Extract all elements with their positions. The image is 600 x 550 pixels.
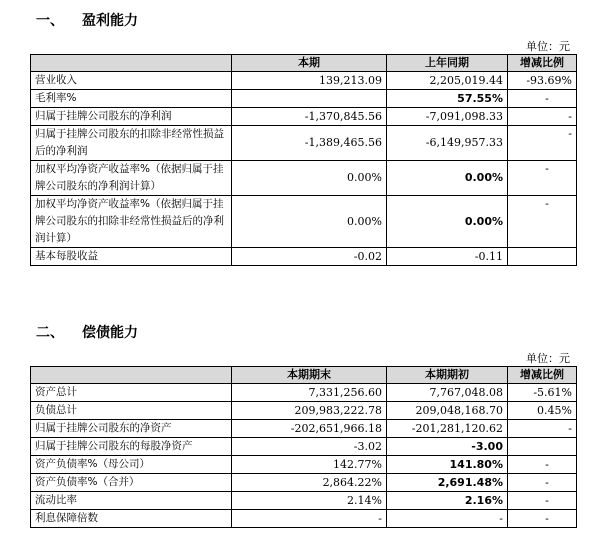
table-row: [31, 161, 577, 196]
table-row: [31, 438, 577, 456]
cell-current: 7,331,256.60: [232, 384, 387, 402]
cell-change: [508, 248, 577, 266]
cell-current: -1,389,465.56: [232, 126, 387, 161]
row-label: 资产总计: [31, 384, 232, 402]
cell-change-text: -: [545, 197, 549, 210]
table-row: [31, 248, 577, 266]
cell-change: [508, 456, 577, 474]
cell-change-text: -: [545, 162, 549, 175]
table-row: [31, 456, 577, 474]
table-row: [31, 420, 577, 438]
cell-previous: -3.00: [387, 438, 508, 456]
cell-change: -93.69%: [508, 72, 577, 90]
header-previous: 本期期初: [387, 367, 508, 384]
row-label: 归属于挂牌公司股东的每股净资产: [31, 438, 232, 456]
table-row: [31, 510, 577, 528]
header-change: 增减比例: [508, 367, 577, 384]
cell-previous: 0.00%: [387, 196, 508, 248]
cell-change: [508, 90, 577, 108]
cell-current: -: [232, 510, 387, 528]
row-label: 基本每股收益: [31, 248, 232, 266]
cell-change: -: [508, 108, 577, 126]
row-label: 加权平均净资产收益率%（依据归属于挂牌公司股东的净利润计算）: [31, 161, 232, 196]
row-label: 利息保障倍数: [31, 510, 232, 528]
header-item: [31, 55, 232, 72]
cell-change-text: -: [545, 475, 549, 489]
header-item: [31, 367, 232, 384]
cell-current: 2,864.22%: [232, 474, 387, 492]
cell-change: [508, 492, 577, 510]
cell-change: -5.61%: [508, 384, 577, 402]
header-current: 本期: [232, 55, 387, 72]
row-label: 归属于挂牌公司股东的净利润: [31, 108, 232, 126]
cell-previous: -6,149,957.33: [387, 126, 508, 161]
cell-current: -1,370,845.56: [232, 108, 387, 126]
cell-current: 209,983,222.78: [232, 402, 387, 420]
cell-change: [508, 510, 577, 528]
cell-change-text: -: [545, 91, 549, 105]
cell-previous: 0.00%: [387, 161, 508, 196]
unit-label: 单位：元: [526, 40, 570, 53]
cell-change: [508, 438, 577, 456]
cell-previous: 209,048,168.70: [387, 402, 508, 420]
cell-change-text: -: [545, 493, 549, 507]
section-heading: 盈利能力: [82, 13, 138, 29]
cell-change-text: -: [545, 457, 549, 471]
cell-change: -: [508, 126, 577, 161]
row-label: 负债总计: [31, 402, 232, 420]
table-header-row: [31, 367, 577, 384]
section-heading: 偿债能力: [82, 325, 138, 341]
table-header-row: [31, 55, 577, 72]
cell-current: 142.77%: [232, 456, 387, 474]
table-row: [31, 196, 577, 248]
table-row: [31, 384, 577, 402]
cell-change: [508, 161, 577, 196]
row-label: 归属于挂牌公司股东的净资产: [31, 420, 232, 438]
cell-previous: -7,091,098.33: [387, 108, 508, 126]
section-title-profitability: [36, 10, 138, 30]
cell-previous: -201,281,120.62: [387, 420, 508, 438]
header-previous: 上年同期: [387, 55, 508, 72]
table-row: [31, 108, 577, 126]
row-label: 毛利率%: [31, 90, 232, 108]
table-row: [31, 72, 577, 90]
row-label: 流动比率: [31, 492, 232, 510]
table-row: [31, 90, 577, 108]
cell-previous: 57.55%: [387, 90, 508, 108]
section-number: 二、: [36, 325, 64, 341]
cell-previous: 7,767,048.08: [387, 384, 508, 402]
cell-current: 0.00%: [232, 196, 387, 248]
cell-current: -0.02: [232, 248, 387, 266]
cell-change: -: [508, 420, 577, 438]
cell-current: [232, 90, 387, 108]
header-current: 本期期末: [232, 367, 387, 384]
header-change: 增减比例: [508, 55, 577, 72]
section-number: 一、: [36, 13, 64, 29]
profitability-table: [30, 54, 577, 266]
cell-change: [508, 474, 577, 492]
table-row: [31, 492, 577, 510]
row-label: 资产负债率%（母公司）: [31, 456, 232, 474]
table-row: [31, 474, 577, 492]
cell-change-text: -: [545, 511, 549, 525]
cell-current: 0.00%: [232, 161, 387, 196]
cell-current: -202,651,966.18: [232, 420, 387, 438]
row-label: 归属于挂牌公司股东的扣除非经常性损益后的净利润: [31, 126, 232, 161]
solvency-table: [30, 366, 577, 528]
cell-previous: 141.80%: [387, 456, 508, 474]
cell-previous: -0.11: [387, 248, 508, 266]
row-label: 营业收入: [31, 72, 232, 90]
cell-change: 0.45%: [508, 402, 577, 420]
cell-previous: 2,205,019.44: [387, 72, 508, 90]
cell-previous: -: [387, 510, 508, 528]
cell-change: [508, 196, 577, 248]
unit-label: 单位：元: [526, 352, 570, 365]
cell-current: 2.14%: [232, 492, 387, 510]
row-label: 资产负债率%（合并）: [31, 474, 232, 492]
row-label: 加权平均净资产收益率%（依据归属于挂牌公司股东的扣除非经常性损益后的净利润计算）: [31, 196, 232, 248]
section-title-solvency: [36, 322, 138, 342]
cell-current: -3.02: [232, 438, 387, 456]
table-row: [31, 126, 577, 161]
cell-previous: 2.16%: [387, 492, 508, 510]
cell-current: 139,213.09: [232, 72, 387, 90]
cell-previous: 2,691.48%: [387, 474, 508, 492]
table-row: [31, 402, 577, 420]
